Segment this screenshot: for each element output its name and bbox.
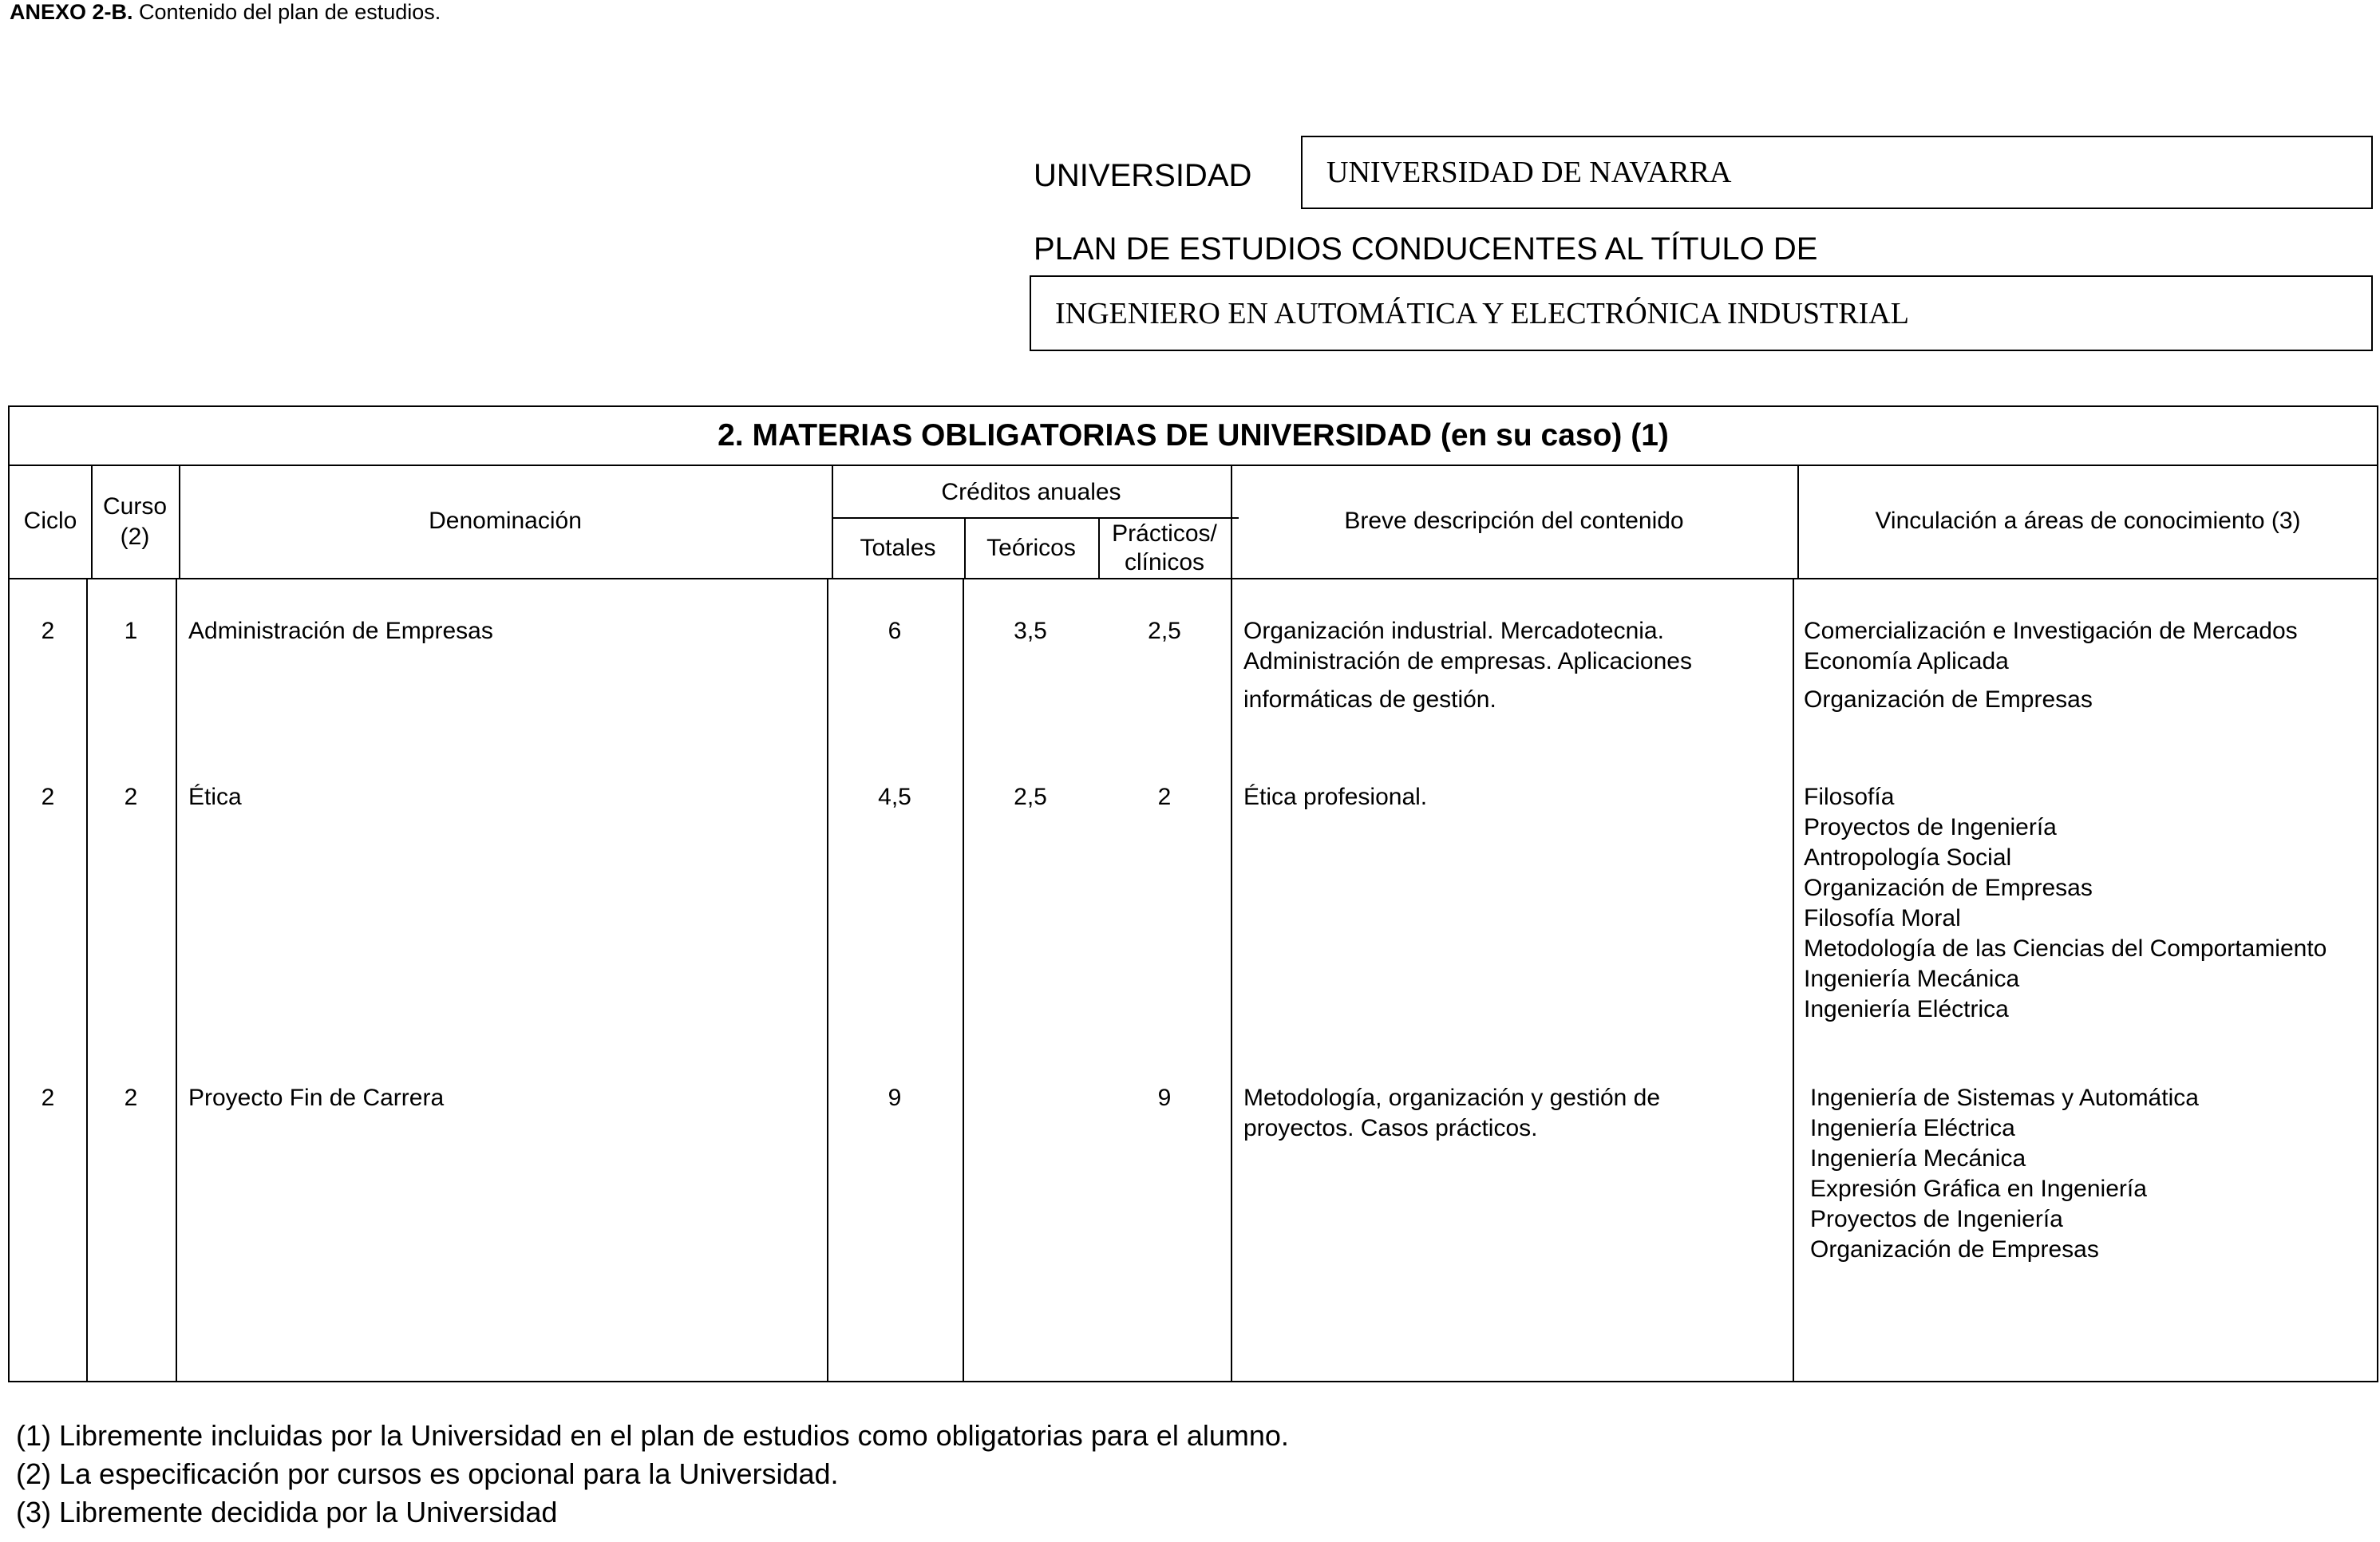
header-teoricos: Teóricos <box>986 535 1076 561</box>
row-ciclo: 2 <box>41 784 55 810</box>
header-vinculacion: Vinculación a áreas de conocimiento (3) <box>1875 508 2301 534</box>
area-line: Proyectos de Ingeniería <box>1804 814 2057 840</box>
annex-label: ANEXO 2-B. <box>10 0 133 24</box>
table-rule <box>10 465 2377 466</box>
annex-heading <box>10 0 441 25</box>
area-line: Ingeniería Mecánica <box>1804 966 2020 992</box>
plan-label: PLAN DE ESTUDIOS CONDUCENTES AL TÍTULO DE <box>1034 231 1818 267</box>
row-areas <box>1810 1083 2199 1265</box>
area-line: Metodología de las Ciencias del Comportamiento <box>1804 935 2327 962</box>
row-areas <box>1804 616 2298 715</box>
row-teoricos: 3,5 <box>1014 618 1047 644</box>
description-line: proyectos. Casos prácticos. <box>1243 1115 1538 1141</box>
header-totales: Totales <box>860 535 936 561</box>
row-totales: 4,5 <box>878 784 911 810</box>
row-descripcion <box>1243 782 1427 813</box>
footnotes <box>16 1417 1289 1532</box>
row-ciclo: 2 <box>41 1085 55 1111</box>
area-line: Ingeniería Eléctrica <box>1810 1115 2015 1141</box>
table-rule <box>963 578 964 1382</box>
row-totales: 9 <box>888 1085 902 1111</box>
header-practicos-line1: Prácticos/ <box>1112 520 1217 547</box>
row-descripcion <box>1243 616 1692 715</box>
row-denominacion: Proyecto Fin de Carrera <box>188 1085 445 1111</box>
row-ciclo: 2 <box>41 618 55 644</box>
header-creditos: Créditos anuales <box>941 479 1121 505</box>
university-field <box>1301 136 2373 209</box>
table-rule <box>176 578 177 1382</box>
table-rule <box>10 578 2377 579</box>
table-rule <box>1793 578 1794 1382</box>
area-line: Economía Aplicada <box>1804 648 2009 674</box>
table-rule <box>86 578 88 1382</box>
table-rule <box>1231 578 1232 1382</box>
footnote: (1) Libremente incluidas por la Universidad en el plan de estudios como obligatorias para el alumno. <box>16 1419 1289 1452</box>
row-practicos: 9 <box>1157 1085 1172 1111</box>
description-line: Administración de empresas. Aplicaciones <box>1243 648 1692 674</box>
area-line: Antropología Social <box>1804 844 2012 871</box>
area-line: Filosofía <box>1804 784 1895 810</box>
footnote: (3) Libremente decidida por la Universidad <box>16 1496 558 1528</box>
area-line: Comercialización e Investigación de Mercados <box>1804 618 2298 644</box>
header-curso-line1: Curso <box>102 493 168 520</box>
area-line: Organización de Empresas <box>1804 686 2093 713</box>
row-denominacion: Ética <box>188 784 242 810</box>
subjects-table <box>8 405 2378 1382</box>
row-curso: 2 <box>124 1085 138 1111</box>
header-curso-line2: (2) <box>120 524 150 550</box>
row-curso: 2 <box>124 784 138 810</box>
area-line: Ingeniería de Sistemas y Automática <box>1810 1085 2199 1111</box>
description-line: Organización industrial. Mercadotecnia. <box>1243 618 1664 644</box>
row-denominacion: Administración de Empresas <box>188 618 493 644</box>
header-denominacion: Denominación <box>429 508 582 534</box>
area-line: Filosofía Moral <box>1804 905 1961 931</box>
area-line: Ingeniería Eléctrica <box>1804 996 2009 1022</box>
area-line: Organización de Empresas <box>1810 1236 2099 1263</box>
table-rule <box>827 578 828 1382</box>
row-totales: 6 <box>888 618 902 644</box>
header-practicos-line2: clínicos <box>1124 549 1205 575</box>
degree-field <box>1030 275 2373 351</box>
row-practicos: 2 <box>1157 784 1172 810</box>
header-descripcion: Breve descripción del contenido <box>1344 508 1684 534</box>
row-teoricos: 2,5 <box>1014 784 1047 810</box>
area-line: Ingeniería Mecánica <box>1810 1145 2026 1172</box>
description-line: Ética profesional. <box>1243 784 1428 810</box>
header-ciclo: Ciclo <box>23 508 77 534</box>
footnote: (2) La especificación por cursos es opcional para la Universidad. <box>16 1457 839 1490</box>
section-title: 2. MATERIAS OBLIGATORIAS DE UNIVERSIDAD (en su caso) (1) <box>718 418 1669 453</box>
description-line: Metodología, organización y gestión de <box>1243 1085 1661 1111</box>
university-value: UNIVERSIDAD DE NAVARRA <box>1326 156 1732 189</box>
area-line: Expresión Gráfica en Ingeniería <box>1810 1176 2147 1202</box>
row-curso: 1 <box>124 618 138 644</box>
row-areas <box>1804 782 2327 1025</box>
area-line: Proyectos de Ingeniería <box>1810 1206 2063 1232</box>
description-line: informáticas de gestión. <box>1243 686 1496 713</box>
annex-text: Contenido del plan de estudios. <box>132 0 441 24</box>
row-descripcion <box>1243 1083 1660 1144</box>
degree-value: INGENIERO EN AUTOMÁTICA Y ELECTRÓNICA INDUSTRIAL <box>1055 296 1909 330</box>
university-label: UNIVERSIDAD <box>1034 158 1252 193</box>
row-practicos: 2,5 <box>1148 618 1181 644</box>
area-line: Organización de Empresas <box>1804 875 2093 901</box>
